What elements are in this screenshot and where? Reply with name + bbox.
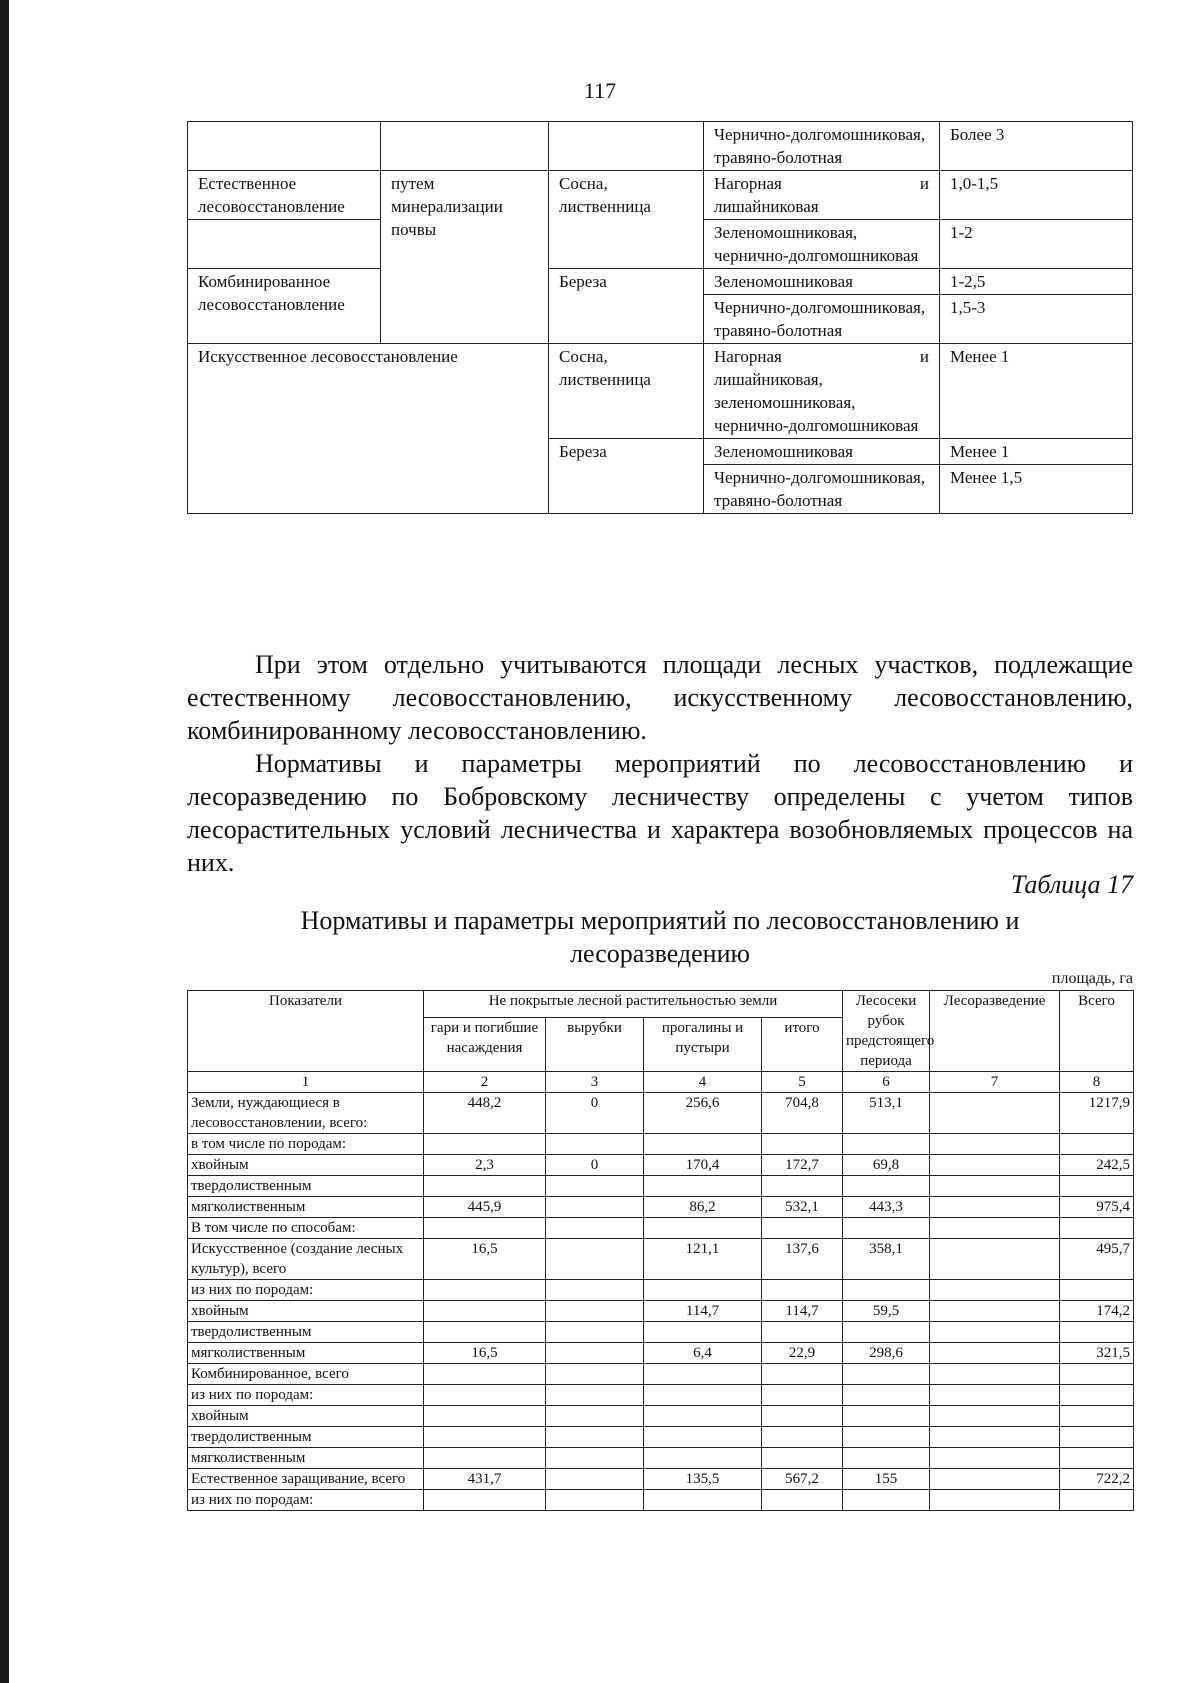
table-cell: Чернично-долгомошниковая, травяно-болотная	[704, 295, 940, 344]
header-cell: Всего	[1060, 991, 1134, 1072]
table-cell: 495,7	[1060, 1239, 1134, 1280]
cell-text: лишайниковая, зеленомошниковая, чернично-долгомошниковая	[714, 370, 919, 435]
row-label: твердолиственным	[188, 1322, 424, 1343]
table-cell	[424, 1406, 546, 1427]
header-cell: прогалины и пустыри	[644, 1018, 762, 1072]
table-cell	[843, 1134, 930, 1155]
table-cell: Менее 1	[940, 344, 1133, 439]
table-cell: 1-2	[940, 220, 1133, 269]
table-cell	[843, 1406, 930, 1427]
table-cell: 431,7	[424, 1469, 546, 1490]
table-title-line: лесоразведению	[570, 939, 750, 968]
column-number: 8	[1060, 1072, 1134, 1093]
table-cell	[546, 1239, 644, 1280]
table-cell	[1060, 1406, 1134, 1427]
table-cell	[188, 220, 381, 269]
cell-text: Нагорная	[714, 347, 782, 366]
table-row	[188, 1469, 1134, 1490]
cell-text: и	[919, 347, 929, 366]
table-cell	[762, 1385, 843, 1406]
table-cell: Менее 1,5	[940, 465, 1133, 514]
table-cell: 59,5	[843, 1301, 930, 1322]
table-cell: Береза	[549, 269, 704, 344]
table-cell: Естественное лесовосстановление	[188, 171, 381, 220]
table-row	[188, 1134, 1134, 1155]
header-cell: Лесоразведение	[930, 991, 1060, 1072]
table-cell: 16,5	[424, 1343, 546, 1364]
table-cell: 22,9	[762, 1343, 843, 1364]
table-cell	[644, 1385, 762, 1406]
table-cell	[930, 1343, 1060, 1364]
table-cell: 448,2	[424, 1093, 546, 1134]
table-cell: Зеленомошниковая	[704, 269, 940, 295]
table-cell	[1060, 1490, 1134, 1511]
table-row	[188, 1343, 1134, 1364]
table-cell	[930, 1134, 1060, 1155]
table-cell	[843, 1364, 930, 1385]
table-cell	[843, 1218, 930, 1239]
body-text	[187, 648, 1133, 879]
table-cell: 445,9	[424, 1197, 546, 1218]
table-cell	[546, 1197, 644, 1218]
header-cell: Показатели	[188, 991, 424, 1072]
row-label: в том числе по породам:	[188, 1134, 424, 1155]
table-cell	[424, 1448, 546, 1469]
reforestation-norms-table	[187, 990, 1134, 1511]
table-cell	[930, 1490, 1060, 1511]
table-cell	[843, 1322, 930, 1343]
table-cell	[930, 1448, 1060, 1469]
table-cell	[424, 1134, 546, 1155]
table-cell: путем минерализации почвы	[381, 171, 549, 344]
table-cell: 1,5-3	[940, 295, 1133, 344]
row-label: твердолиственным	[188, 1176, 424, 1197]
table-cell	[762, 1490, 843, 1511]
column-number: 4	[644, 1072, 762, 1093]
table-row	[188, 1406, 1134, 1427]
header-cell: Лесосеки рубок предстоящего периода	[843, 991, 930, 1072]
table-row	[188, 344, 1133, 439]
table-cell	[930, 1176, 1060, 1197]
table-cell: Более 3	[940, 122, 1133, 171]
table-cell	[546, 1218, 644, 1239]
row-label: Земли, нуждающиеся в лесовосстановлении, всего:	[188, 1093, 424, 1134]
table-cell	[930, 1280, 1060, 1301]
table-cell: 0	[546, 1093, 644, 1134]
table-cell	[930, 1427, 1060, 1448]
table-cell	[644, 1490, 762, 1511]
table-row	[188, 1176, 1134, 1197]
table-cell: Комбинированное лесовосстановление	[188, 269, 381, 344]
table-title-line: Нормативы и параметры мероприятий по лесовосстановлению и	[300, 906, 1020, 935]
table-cell: 2,3	[424, 1155, 546, 1176]
table-cell	[546, 1280, 644, 1301]
table-row	[188, 1322, 1134, 1343]
row-label: хвойным	[188, 1155, 424, 1176]
table-cell	[762, 1322, 843, 1343]
table-cell: Сосна, лиственница	[549, 344, 704, 439]
table-cell: Менее 1	[940, 439, 1133, 465]
table-cell: Береза	[549, 439, 704, 514]
table-cell	[644, 1280, 762, 1301]
table-cell: 6,4	[644, 1343, 762, 1364]
row-label: твердолиственным	[188, 1427, 424, 1448]
table-row	[188, 1301, 1134, 1322]
table-cell	[704, 344, 940, 439]
table-cell	[424, 1322, 546, 1343]
table-cell	[546, 1448, 644, 1469]
table-cell: 114,7	[762, 1301, 843, 1322]
table-cell: 242,5	[1060, 1155, 1134, 1176]
paragraph: Нормативы и параметры мероприятий по лесовосстановлению и лесоразведению по Бобровскому лесничеству определены с учетом типов лесорастительных условий лесничества и характера возобновляемых процессов на них.	[187, 749, 1133, 877]
table-cell: Чернично-долгомошниковая, травяно-болотная	[704, 122, 940, 171]
table-cell	[546, 1134, 644, 1155]
table-cell	[424, 1385, 546, 1406]
table-row	[188, 1197, 1134, 1218]
table-cell	[930, 1301, 1060, 1322]
row-label: хвойным	[188, 1301, 424, 1322]
table-cell	[644, 1134, 762, 1155]
table-cell	[762, 1406, 843, 1427]
table-cell: 135,5	[644, 1469, 762, 1490]
table-cell	[424, 1218, 546, 1239]
header-cell: вырубки	[546, 1018, 644, 1072]
table-row	[188, 1218, 1134, 1239]
regeneration-methods-table	[187, 121, 1133, 514]
table-row	[188, 1427, 1134, 1448]
table-cell: 1217,9	[1060, 1093, 1134, 1134]
table-cell	[546, 1385, 644, 1406]
table-row	[188, 1490, 1134, 1511]
table-cell	[188, 122, 381, 171]
table-cell	[424, 1427, 546, 1448]
table-cell	[644, 1427, 762, 1448]
table-cell	[546, 1301, 644, 1322]
table-cell	[546, 1343, 644, 1364]
table-cell	[930, 1385, 1060, 1406]
table-cell	[381, 122, 549, 171]
table-cell	[843, 1176, 930, 1197]
table-cell	[762, 1364, 843, 1385]
table-cell	[843, 1427, 930, 1448]
main-table-body	[188, 1093, 1134, 1511]
table-row	[188, 1280, 1134, 1301]
table-cell: 443,3	[843, 1197, 930, 1218]
table-cell: 69,8	[843, 1155, 930, 1176]
table-cell	[843, 1280, 930, 1301]
row-label: Комбинированное, всего	[188, 1364, 424, 1385]
column-number-row	[188, 1072, 1134, 1093]
table-cell	[644, 1322, 762, 1343]
table-cell: 0	[546, 1155, 644, 1176]
table-cell	[930, 1364, 1060, 1385]
table-cell: 298,6	[843, 1343, 930, 1364]
table-cell: 114,7	[644, 1301, 762, 1322]
column-number: 5	[762, 1072, 843, 1093]
cell-text: лишайниковая	[714, 197, 819, 216]
table-cell	[546, 1176, 644, 1197]
table-cell: Искусственное лесовосстановление	[188, 344, 549, 514]
table-cell	[930, 1218, 1060, 1239]
table-cell: 358,1	[843, 1239, 930, 1280]
unit-label: площадь, га	[1051, 970, 1133, 987]
table-row	[188, 1093, 1134, 1134]
scan-edge-bar	[0, 0, 9, 1683]
table-row	[188, 269, 1133, 295]
table-title	[187, 904, 1133, 970]
table-cell: Чернично-долгомошниковая, травяно-болотная	[704, 465, 940, 514]
row-label: В том числе по способам:	[188, 1218, 424, 1239]
table-cell	[843, 1490, 930, 1511]
table-row	[188, 122, 1133, 171]
cell-text: Нагорная	[714, 174, 782, 193]
paragraph: При этом отдельно учитываются площади лесных участков, подлежащие естественному лесовосстановлению, искусственному лесовосстановлению, комбинированному лесовосстановлению.	[187, 650, 1133, 745]
cell-text: и	[919, 174, 929, 193]
table-cell	[843, 1448, 930, 1469]
table-cell: 170,4	[644, 1155, 762, 1176]
column-number: 3	[546, 1072, 644, 1093]
table-cell: 1,0-1,5	[940, 171, 1133, 220]
table-cell: 121,1	[644, 1239, 762, 1280]
table-cell	[546, 1406, 644, 1427]
table-cell	[704, 171, 940, 220]
table-cell	[546, 1364, 644, 1385]
table-header-row	[188, 991, 1134, 1018]
table-cell	[644, 1448, 762, 1469]
table-cell	[546, 1322, 644, 1343]
table-row	[188, 1155, 1134, 1176]
table-cell	[1060, 1176, 1134, 1197]
page-number: 117	[583, 78, 617, 103]
table-cell	[1060, 1134, 1134, 1155]
table-cell: 172,7	[762, 1155, 843, 1176]
table-cell	[1060, 1218, 1134, 1239]
table-cell	[930, 1155, 1060, 1176]
table-cell: 174,2	[1060, 1301, 1134, 1322]
table-cell	[930, 1322, 1060, 1343]
table-cell	[644, 1406, 762, 1427]
header-cell: итого	[762, 1018, 843, 1072]
table-cell	[424, 1364, 546, 1385]
table-label: Таблица 17	[1010, 870, 1133, 899]
table-cell: Сосна, лиственница	[549, 171, 704, 269]
table-cell	[424, 1280, 546, 1301]
table-row	[188, 1239, 1134, 1280]
table-cell: 155	[843, 1469, 930, 1490]
table-cell	[762, 1448, 843, 1469]
table-cell	[1060, 1427, 1134, 1448]
table-row	[188, 171, 1133, 220]
column-number: 6	[843, 1072, 930, 1093]
table-cell: 16,5	[424, 1239, 546, 1280]
row-label: мягколиственным	[188, 1448, 424, 1469]
table-cell: 722,2	[1060, 1469, 1134, 1490]
table-row	[188, 1448, 1134, 1469]
table-cell: Зеленомошниковая, чернично-долгомошниковая	[704, 220, 940, 269]
table-cell	[843, 1385, 930, 1406]
table-cell	[1060, 1322, 1134, 1343]
column-number: 1	[188, 1072, 424, 1093]
table-cell: 86,2	[644, 1197, 762, 1218]
header-cell: Не покрытые лесной растительностью земли	[424, 991, 843, 1018]
table-cell	[1060, 1448, 1134, 1469]
column-number: 7	[930, 1072, 1060, 1093]
table-cell: 567,2	[762, 1469, 843, 1490]
table-cell: 137,6	[762, 1239, 843, 1280]
table-cell	[930, 1406, 1060, 1427]
row-label: мягколиственным	[188, 1197, 424, 1218]
table-cell	[644, 1176, 762, 1197]
table-cell	[930, 1093, 1060, 1134]
table-cell	[762, 1427, 843, 1448]
table-row	[188, 1364, 1134, 1385]
table-cell	[1060, 1280, 1134, 1301]
table-cell	[546, 1469, 644, 1490]
table-cell	[424, 1490, 546, 1511]
row-label: хвойным	[188, 1406, 424, 1427]
table-cell	[930, 1469, 1060, 1490]
row-label: Естественное заращивание, всего	[188, 1469, 424, 1490]
table-cell	[762, 1218, 843, 1239]
table-cell: 1-2,5	[940, 269, 1133, 295]
table-cell	[930, 1197, 1060, 1218]
table-cell	[424, 1301, 546, 1322]
row-label: из них по породам:	[188, 1280, 424, 1301]
table-cell	[546, 1427, 644, 1448]
table-cell: 321,5	[1060, 1343, 1134, 1364]
table-cell	[762, 1134, 843, 1155]
column-number: 2	[424, 1072, 546, 1093]
table-cell	[644, 1218, 762, 1239]
table-cell: 513,1	[843, 1093, 930, 1134]
table-cell	[424, 1176, 546, 1197]
row-label: мягколиственным	[188, 1343, 424, 1364]
table-cell	[546, 1490, 644, 1511]
table-cell: 532,1	[762, 1197, 843, 1218]
table-cell	[930, 1239, 1060, 1280]
row-label: из них по породам:	[188, 1490, 424, 1511]
table-cell	[1060, 1385, 1134, 1406]
table-row	[188, 1385, 1134, 1406]
table-cell: 256,6	[644, 1093, 762, 1134]
row-label: Искусственное (создание лесных культур), всего	[188, 1239, 424, 1280]
table-cell: Зеленомошниковая	[704, 439, 940, 465]
table-cell	[644, 1364, 762, 1385]
table-cell	[1060, 1364, 1134, 1385]
table-cell	[549, 122, 704, 171]
row-label: из них по породам:	[188, 1385, 424, 1406]
table-cell: 975,4	[1060, 1197, 1134, 1218]
table-cell	[762, 1280, 843, 1301]
header-cell: гари и погибшие насаждения	[424, 1018, 546, 1072]
table-cell	[762, 1176, 843, 1197]
table-cell: 704,8	[762, 1093, 843, 1134]
